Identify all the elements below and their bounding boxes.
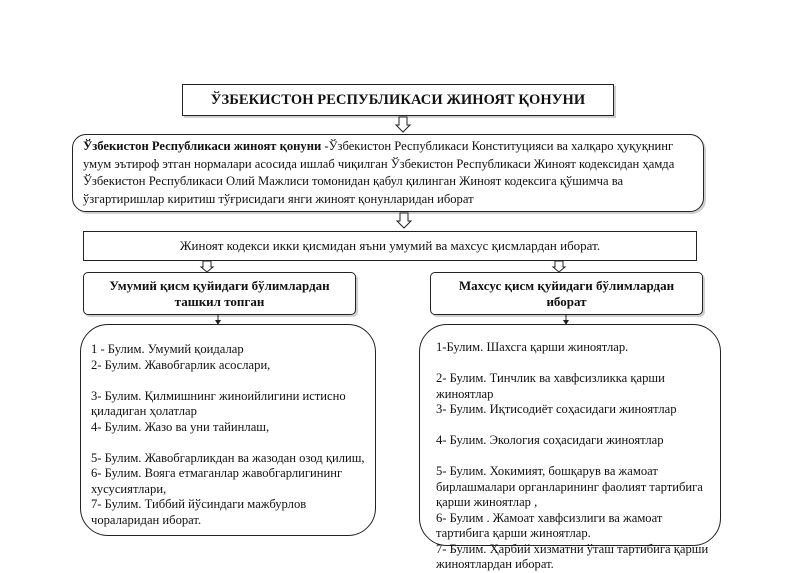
- definition-text: [83, 138, 693, 208]
- list-item: 6- Булим. Вояга етмаганлар жавобгарлигининг хусусиятлари,: [91, 466, 343, 496]
- general-part-heading: Умумий қисм қуйидаги бўлимлардан ташкил топган: [109, 277, 330, 309]
- hollow-down-arrow: [395, 117, 411, 133]
- list-item: 1-Булим. Шахсга қарши жиноятлар.: [436, 340, 629, 354]
- parts-summary-box: [83, 231, 697, 261]
- list-item: 6- Булим . Жамоат хавфсизлиги ва жамоат тартибига қарши жиноятлар.: [436, 510, 663, 540]
- list-item: 1 - Булим. Умумий қоидалар: [91, 342, 244, 356]
- list-spacer: [91, 373, 365, 389]
- special-part-heading: Махсус қисм қуйидаги бўлимлардан иборат: [458, 277, 675, 309]
- list-item: 2- Булим. Жавобгарлик асослари,: [91, 357, 271, 372]
- list-item: 5- Булим. Жавобгарликдан ва жазодан озод қилиш,: [91, 450, 365, 465]
- special-part-list: [419, 324, 721, 571]
- diagram-title: ЎЗБЕКИСТОН РЕСПУБЛИКАСИ ЖИНОЯТ ҚОНУНИ: [210, 91, 586, 108]
- definition-body: -Ўзбекистон Республикаси Конституцияси ва халқаро ҳуқуқнинг умум эътироф этган нормалари асосида ишлаб чиқилган Ўзбекистон Республикаси Жиноят кодексидан ҳамда Ўзбекистон Республикаси Олий Мажлиси томонидан қабул қилинган Жиноят кодексига қўшимча ва ўзгартиришлар киритиш тўғрисидаги янги жиноят қонунларидан иборат: [83, 139, 675, 206]
- parts-summary-text: Жиноят кодекси икки қисмидан яъни умумий ва махсус қисмлардан иборат.: [179, 238, 601, 253]
- list-spacer: [436, 449, 710, 465]
- definition-term: Ўзбекистон Республикаси жиноят қонуни: [83, 139, 322, 153]
- list-spacer: [91, 435, 365, 451]
- list-spacer: [436, 418, 710, 434]
- definition-box: [72, 134, 704, 212]
- list-item: 7- Булим. Тиббий йўсиндаги мажбурлов чораларидан иборат.: [91, 497, 307, 527]
- hollow-down-arrow: [396, 213, 412, 229]
- general-part-list: [80, 324, 376, 536]
- list-item: 3- Булим. Қилмишнинг жиноийлигини истисно қиладиган ҳолатлар: [91, 388, 346, 418]
- general-part-heading-box: [83, 272, 356, 315]
- list-item: 2- Булим. Тинчлик ва хавфсизликка қарши жиноятлар: [436, 371, 665, 401]
- list-item: 7- Булим. Ҳарбий хизматни ўташ тартибига қарши жиноятлардан иборат.: [436, 541, 709, 571]
- list-item: 4- Булим. Жазо ва уни тайинлаш,: [91, 419, 270, 434]
- special-part-heading-box: [430, 272, 703, 315]
- list-item: 3- Булим. Иқтисодиёт соҳасидаги жиноятлар: [436, 402, 677, 416]
- list-item: 5- Булим. Хокимият, бошқарув ва жамоат бирлашмалари органларининг фаолият тартибига қарши жиноятлар ,: [436, 464, 703, 509]
- list-spacer: [436, 356, 710, 372]
- list-item: 4- Булим. Экология соҳасидаги жиноятлар: [436, 433, 664, 447]
- title-box: [182, 84, 614, 116]
